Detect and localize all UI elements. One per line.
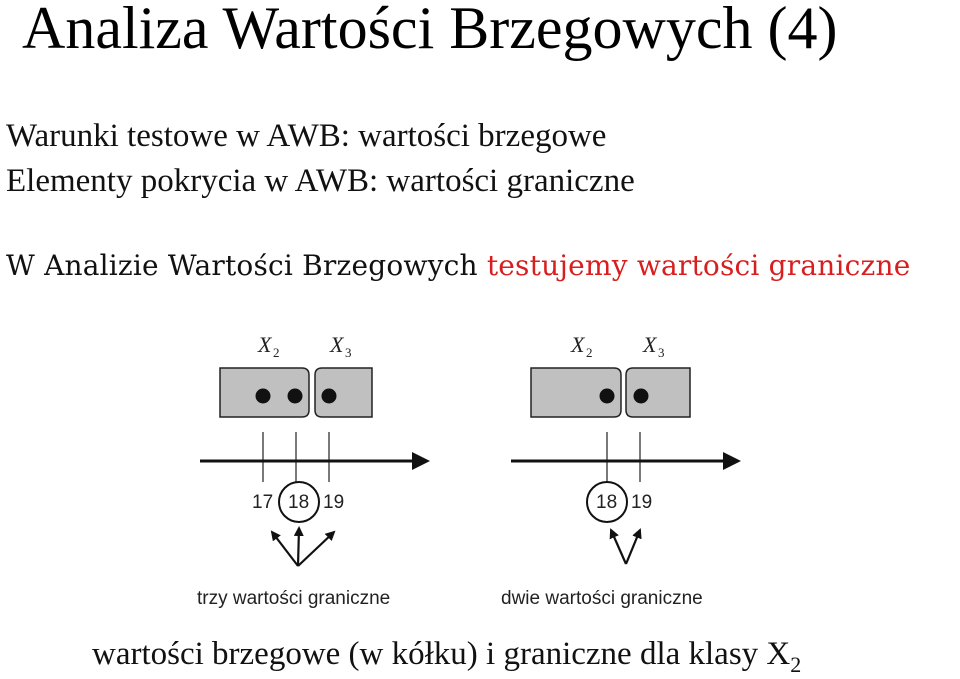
left-value-17: 17 xyxy=(252,492,274,513)
left-arrow-19 xyxy=(298,532,334,566)
left-class-x2-label: X xyxy=(258,332,272,357)
right-dot-19 xyxy=(634,389,649,404)
left-arrow-18 xyxy=(298,528,299,566)
right-caption: dwie wartości graniczne xyxy=(501,588,703,609)
right-class-x3-subscript: 3 xyxy=(658,345,665,360)
left-class-x2-subscript: 2 xyxy=(273,345,280,360)
right-arrow-19 xyxy=(626,530,640,564)
slide-title: Analiza Wartości Brzegowych (4) xyxy=(22,0,838,61)
left-value-18: 18 xyxy=(288,492,310,513)
footer-caption xyxy=(92,636,802,677)
right-class-x2-label: X xyxy=(571,332,585,357)
right-class-x3-label: X xyxy=(643,332,657,357)
left-diagram xyxy=(197,332,430,609)
right-diagram xyxy=(501,332,741,609)
right-class-x2-subscript: 2 xyxy=(586,345,593,360)
left-number-line-arrowhead xyxy=(412,452,430,470)
left-class-x3-subscript: 3 xyxy=(345,345,352,360)
right-arrow-18 xyxy=(611,530,626,564)
left-dot-19 xyxy=(322,389,337,404)
test-conditions-line: Warunki testowe w AWB: wartości brzegowe xyxy=(6,118,607,154)
right-dot-18 xyxy=(600,389,615,404)
left-dot-17 xyxy=(256,389,271,404)
testing-statement-text: W Analizie Wartości Brzegowych xyxy=(6,249,487,282)
left-class-x3-label: X xyxy=(330,332,344,357)
left-arrow-17 xyxy=(272,532,298,566)
footer-caption-text: wartości brzegowe (w kółku) i graniczne dla klasy X xyxy=(92,636,791,672)
right-value-19: 19 xyxy=(631,492,653,513)
left-dot-18 xyxy=(288,389,303,404)
left-value-19: 19 xyxy=(323,492,345,513)
left-caption: trzy wartości graniczne xyxy=(197,588,391,609)
right-value-18: 18 xyxy=(596,492,618,513)
testing-statement-highlight: testujemy wartości graniczne xyxy=(486,249,911,282)
coverage-items-line: Elementy pokrycia w AWB: wartości graniczne xyxy=(6,163,635,199)
footer-caption-subscript: 2 xyxy=(790,652,802,677)
right-number-line-arrowhead xyxy=(723,452,741,470)
